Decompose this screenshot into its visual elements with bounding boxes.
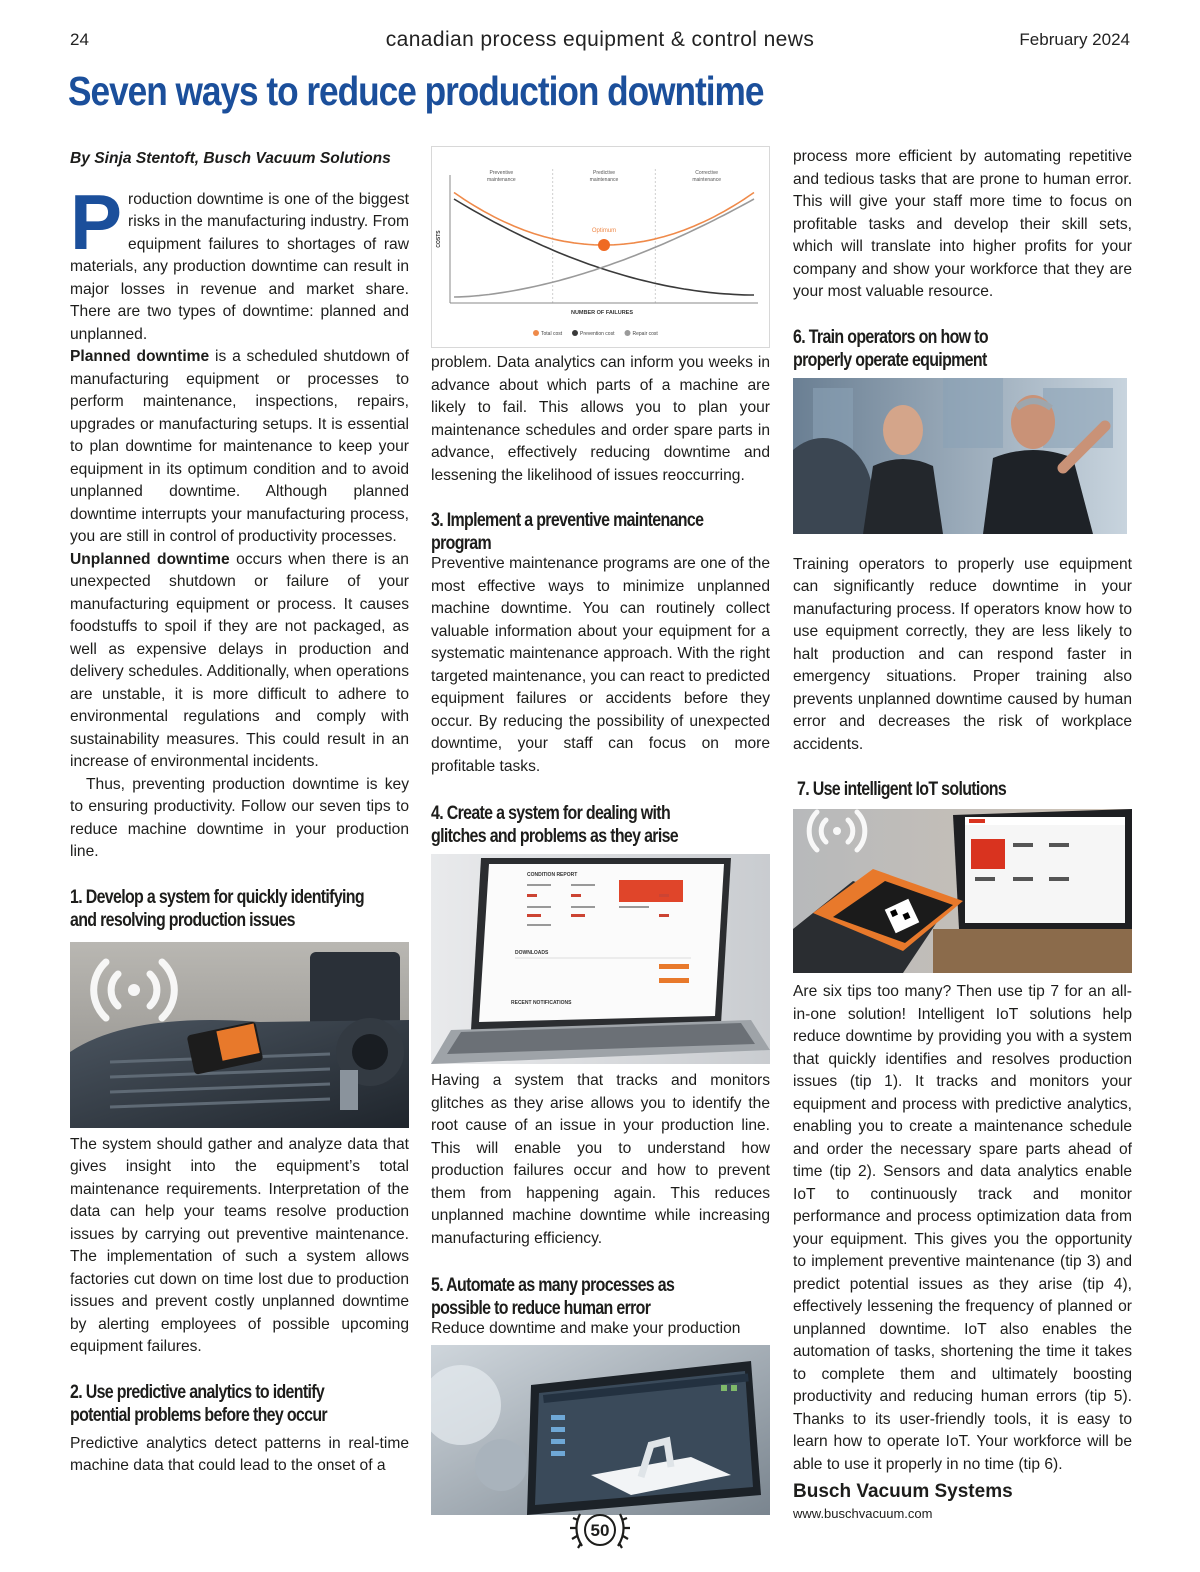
zone-label: Corrective xyxy=(695,170,719,176)
intro-conclusion: Thus, preventing production downtime is key to ensuring productivity. Follow our seven tips to reduce machine downtime in your production line. xyxy=(70,775,409,860)
optimum-point xyxy=(598,239,610,251)
legend-label: Repair cost xyxy=(632,331,658,337)
signoff-url[interactable]: www.buschvacuum.com xyxy=(793,1506,933,1521)
legend-swatch xyxy=(625,330,631,336)
zone-label: maintenance xyxy=(589,177,619,183)
signoff-company: Busch Vacuum Systems xyxy=(793,1481,1013,1502)
iot-device-dashboard-photo xyxy=(793,809,1132,973)
article-title: Seven ways to reduce production downtime xyxy=(68,68,764,114)
section-6-body: Training operators to properly use equipment can significantly reduce downtime in your manufacturing process. If operators know how to use equipment correctly, they are less likely to halt production and can respond faster in emergency situations. Proper training also prevents unplanned downtime caused by human error and decreases the risk of workplace accidents. xyxy=(793,555,1132,753)
section-5-heading: 5. Automate as many processes as possible to reduce human error xyxy=(431,1275,675,1319)
maintenance-cost-chart xyxy=(431,146,770,348)
section-3-body: Preventive maintenance programs are one of the most effective ways to minimize unplanned machine downtime. You can routinely collect valuable information about your equipment for a systematic maintenance approach. With the right targeted maintenance, you can react to predicted equipment failures or accidents before they occur. By reducing the possibility of unexpected downtime, your staff can focus on more profitable tasks. xyxy=(431,555,770,775)
section-7-body: Are six tips too many? Then use tip 7 for an all-in-one solution! Intelligent IoT solutions help reduce downtime by providing you with a system that quickly identifies and resolves production issues (tip 1). It tracks and monitors your equipment and process with predictive analytics, enabling you to create a maintenance schedule and order the necessary spare parts ahead of time (tip 2). Sensors and data analytics enable IoT to continuously track and monitor performance and process optimization data from your equipment. This gives you the opportunity to implement preventive maintenance (tip 3) and predict potential issues as they arise (tip 4), effectively lessening the frequency of planned or unplanned downtime. IoT also enables the automation of tasks, shortening the time it takes to complete them and ultimately boosting productivity and reducing human errors (tip 5). Thanks to its user-friendly tools, it is easy to learn how to operate IoT. Your workforce will be able to use it properly in no time (tip 6). xyxy=(793,983,1132,1473)
drop-cap: P xyxy=(70,177,123,266)
vacuum-pump-sensor-photo xyxy=(70,942,409,1128)
issue-date: February 2024 xyxy=(1019,30,1130,49)
page-number: 24 xyxy=(70,30,89,49)
section-2-body-start: Predictive analytics detect patterns in real-time machine data that could lead to the onset of a xyxy=(70,1434,409,1474)
section-4-heading: 4. Create a system for dealing with glitches and problems as they arise xyxy=(431,803,679,847)
y-axis-label: COSTS xyxy=(436,230,442,248)
zone-label: maintenance xyxy=(487,177,516,183)
column-2 xyxy=(431,146,770,1515)
unplanned-downtime-paragraph: Unplanned downtime occurs when there is an unexpected shutdown or failure of your manufacturing equipment or process. It causes foodstuffs to spoil if they are not packaged, as well as expensive delays in production and delivery schedules. Additionally, when operations are unstable, it is more difficult to adhere to environmental regulations and comply with sustainability measures. This could result in an increase of environmental incidents. xyxy=(70,550,409,770)
section-1-body: The system should gather and analyze data that gives insight into the equipment’s total maintenance requirements. Interpretation of the data can help your teams resolve production issues by carrying out preventive maintenance. The implementation of such a system allows factories cut down on time lost due to production issues and prevent costly unplanned downtime by alerting employees of possible upcoming equipment failures. xyxy=(70,1135,409,1355)
section-4-body: Having a system that tracks and monitors glitches as they arise allows you to identify the root cause of an issue in your production line. This will enable you to understand how production failures occur and how to prevent them from happening again. This reduces unplanned machine downtime while increasing manufacturing efficiency. xyxy=(431,1072,770,1247)
intro-paragraph: Production downtime is one of the biggest risks in the manufacturing industry. From equipment failures to shortages of raw materials, any production downtime can result in major losses in revenue and market share. There are two types of downtime: planned and unplanned. xyxy=(70,177,409,343)
byline: By Sinja Stentoft, Busch Vacuum Solutions xyxy=(70,150,391,167)
laptop-condition-report-photo xyxy=(431,854,770,1064)
legend-swatch xyxy=(572,330,578,336)
column-1 xyxy=(70,146,409,1478)
planned-downtime-paragraph: Planned downtime is a scheduled shutdown of manufacturing equipment or processes to perform maintenance, inspections, repairs, upgrades or manufacturing setups. It is essential to plan downtime for maintenance to keep your equipment in its optimum condition and to avoid unplanned downtime. Although planned downtime interrupts your manufacturing process, you are still in control of productivity processes. xyxy=(70,348,409,545)
legend-swatch xyxy=(533,330,539,336)
x-axis-label: NUMBER OF FAILURES xyxy=(570,310,634,316)
section-7-heading: 7. Use intelligent IoT solutions xyxy=(797,779,1007,800)
laptop-screen-downloads: DOWNLOADS xyxy=(515,950,549,956)
optimum-annotation: Optimum xyxy=(591,228,617,234)
legend-label: Total cost xyxy=(541,331,563,337)
section-6-heading: 6. Train operators on how to properly operate equipment xyxy=(793,326,988,371)
publication-name: canadian process equipment & control news xyxy=(385,28,815,51)
section-3-heading: 3. Implement a preventive maintenance program xyxy=(431,510,704,554)
section-1-heading: 1. Develop a system for quickly identifying and resolving production issues xyxy=(70,886,364,931)
zone-label: Predictive xyxy=(593,170,615,176)
section-2-heading: 2. Use predictive analytics to identify potential problems before they occur xyxy=(70,1381,327,1426)
anniversary-badge xyxy=(570,1506,630,1559)
zone-label: Preventive xyxy=(489,170,514,176)
legend-label: Prevention cost xyxy=(580,331,615,337)
automation-software-photo xyxy=(431,1345,770,1515)
section-5-body-start: Reduce downtime and make your production xyxy=(431,1320,741,1337)
laptop-screen-title: CONDITION REPORT xyxy=(527,872,578,878)
section-2-body-continued: problem. Data analytics can inform you weeks in advance about which parts of a machine are likely to fail. This allows you to plan your maintenance schedules and order spare parts in advance, effectively reducing downtime and lessening the likelihood of issues reoccurring. xyxy=(431,354,770,484)
zone-label: maintenance xyxy=(692,177,721,183)
badge-number: 50 xyxy=(590,1521,610,1540)
laptop-screen-notifications: RECENT NOTIFICATIONS xyxy=(511,1000,572,1006)
operator-training-photo xyxy=(793,378,1127,534)
column-3 xyxy=(793,146,1132,1524)
section-5-body-continued: process more efficient by automating repetitive and tedious tasks that are prone to human error. This will give your staff more time to focus on profitable tasks and develop their skill sets, which will translate into higher profits for your company and show your workforce that they are your most valuable resource. xyxy=(793,148,1132,300)
